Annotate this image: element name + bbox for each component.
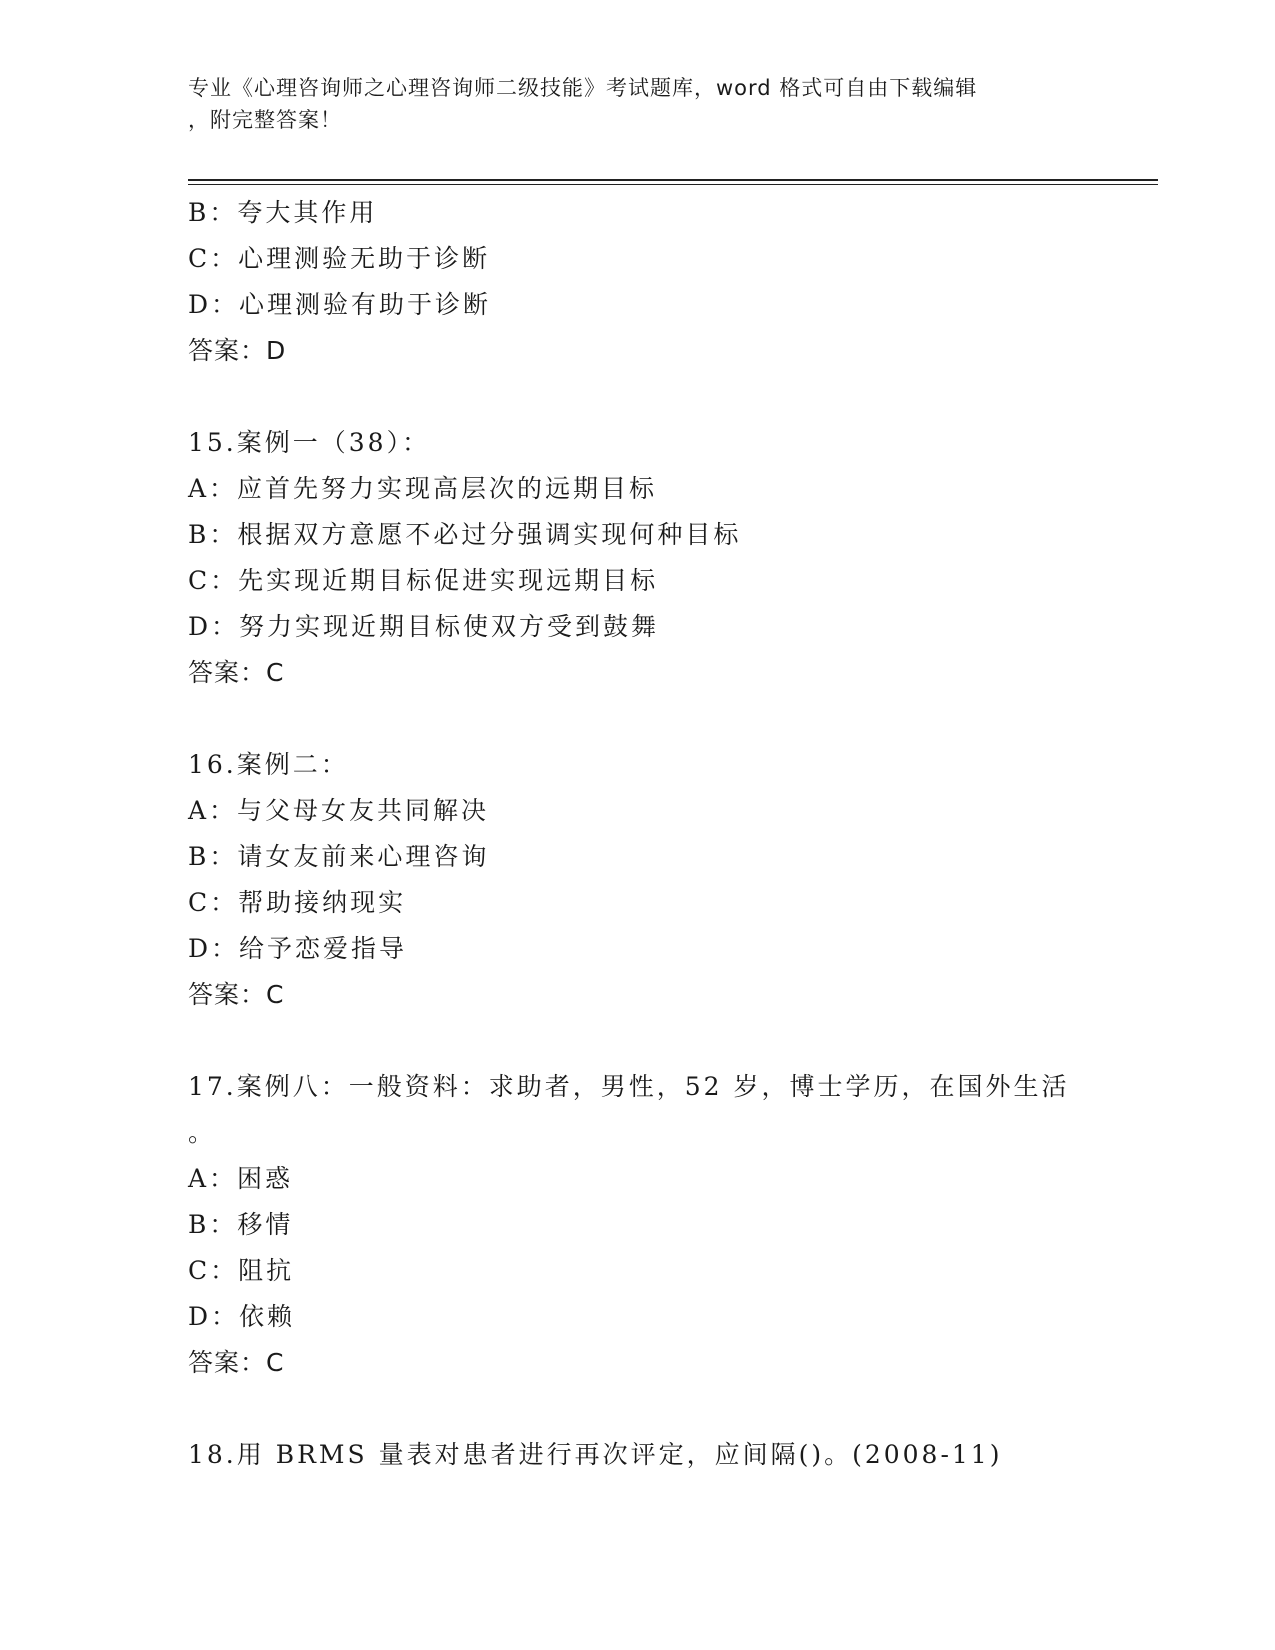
answer-label: 答案：C (188, 658, 285, 687)
option-a: A：应首先努力实现高层次的远期目标 (188, 474, 658, 503)
question-stem: 17.案例八：一般资料：求助者，男性，52 岁，博士学历，在国外生活 (188, 1072, 1070, 1101)
header-intro-line2: ，附完整答案！ (188, 108, 342, 132)
option-c: C：先实现近期目标促进实现远期目标 (188, 566, 659, 595)
option-b: B：移情 (188, 1210, 294, 1239)
question-block-17 (188, 1064, 1088, 1386)
option-a: A：困惑 (188, 1164, 294, 1193)
option-a: A：与父母女友共同解决 (188, 796, 490, 825)
header-intro-line1: 专业《心理咨询师之心理咨询师二级技能》考试题库，word 格式可自由下载编辑 (188, 76, 978, 100)
question-stem: 15.案例一（38）： (188, 428, 431, 457)
question-block-18 (188, 1432, 1088, 1478)
option-b: B：根据双方意愿不必过分强调实现何种目标 (188, 520, 742, 549)
option-b: B：请女友前来心理咨询 (188, 842, 490, 871)
option-c: C：阻抗 (188, 1256, 295, 1285)
question-stem: 16.案例二： (188, 750, 349, 779)
option-d: D：给予恋爱指导 (188, 934, 408, 963)
option-b: B：夸大其作用 (188, 198, 378, 227)
question-stem: 18.用 BRMS 量表对患者进行再次评定，应间隔()。(2008-11) (188, 1440, 1003, 1469)
option-c: C：心理测验无助于诊断 (188, 244, 491, 273)
question-stem-continued: 。 (188, 1118, 217, 1147)
option-d: D：努力实现近期目标使双方受到鼓舞 (188, 612, 660, 641)
option-d: D：心理测验有助于诊断 (188, 290, 492, 319)
answer-label: 答案：C (188, 1348, 285, 1377)
question-block-16 (188, 742, 1088, 1018)
answer-label: 答案：D (188, 336, 287, 365)
question-block-prev (188, 190, 1088, 374)
option-c: C：帮助接纳现实 (188, 888, 407, 917)
question-block-15 (188, 420, 1088, 696)
header-divider-thick (188, 179, 1158, 181)
header-divider-thin (188, 184, 1158, 185)
document-header (188, 72, 1088, 136)
answer-label: 答案：C (188, 980, 285, 1009)
question-list (188, 190, 1088, 1478)
option-d: D：依赖 (188, 1302, 296, 1331)
